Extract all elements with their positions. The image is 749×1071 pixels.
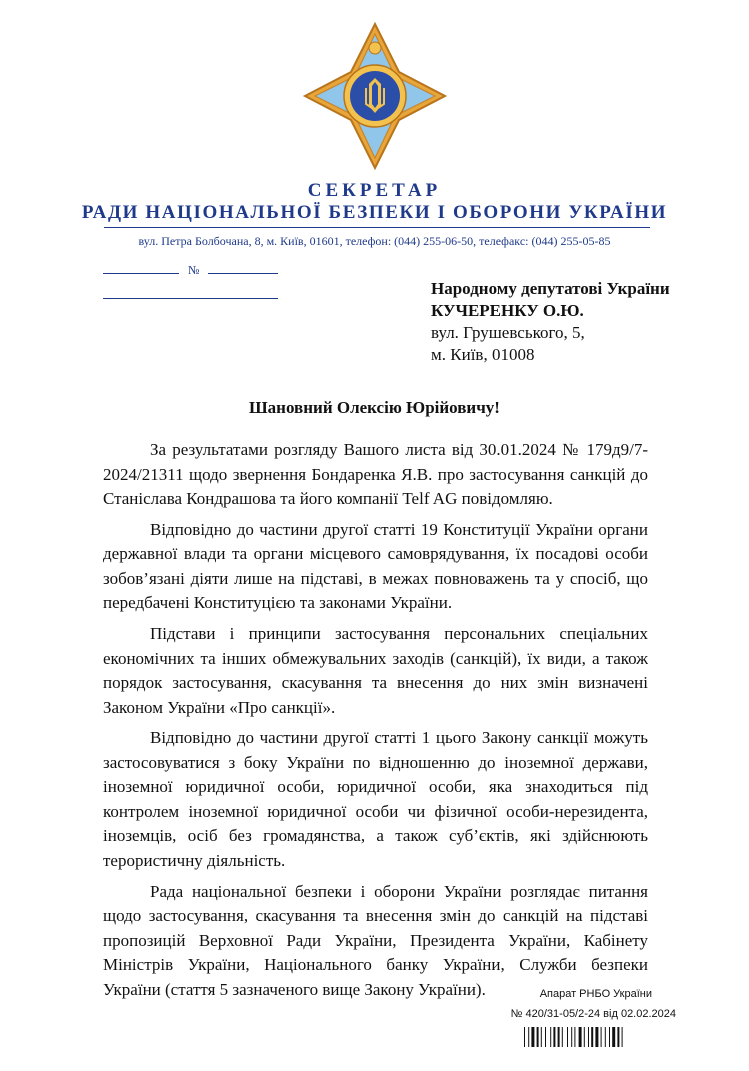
- rnbo-star-emblem-icon: [300, 20, 450, 172]
- recipient-title: Народному депутатові України: [431, 279, 670, 298]
- recipient-block: [431, 278, 670, 366]
- header-title-secretary: СЕКРЕТАР: [307, 180, 442, 201]
- paragraph: Відповідно до частини другої статті 19 Конституції України органи державної влади та органи місцевого самоврядування, їх посадові особи зобов’язані діяти лише на підставі, в межах повноважень та у спосіб, що передбачені Конституцією та законами України.: [103, 519, 648, 613]
- recipient-street: вул. Грушевського, 5,: [431, 323, 585, 342]
- barcode-icon: [524, 1027, 676, 1047]
- recipient-name: КУЧЕРЕНКУ О.Ю.: [431, 301, 584, 320]
- letter-body: [103, 438, 648, 1008]
- salutation: Шановний Олексію Юрійовичу!: [249, 398, 500, 417]
- header-address: вул. Петра Болбочана, 8, м. Київ, 01601, телефон: (044) 255-06-50, телефакс: (044) 255-05-85: [138, 234, 611, 248]
- paragraph: Відповідно до частини другої статті 1 цього Закону санкції можуть застосовуватися з боку України по відношенню до іноземної держави, іноземної юридичної особи, юридичної особи, яка знаходиться під контролем іноземної юридичної особи чи фізичної особи-нерезидента, іноземців, осіб без громадянства, а також суб’єктів, які здійснюють терористичну діяльність.: [103, 728, 648, 870]
- paragraph: Рада національної безпеки і оборони України розглядає питання щодо застосування, скасування та внесення змін до санкцій на підставі пропозицій Верховної Ради України, Президента України, Кабінету Міністрів України, Національного банку України, Служби безпеки України (стаття 5 зазначеного вище Закону України).: [103, 881, 648, 999]
- paragraph: За результатами розгляду Вашого листа від 30.01.2024 № 179д9/7-2024/21311 щодо звернення Бондаренка Я.В. про застосування санкцій до Станіслава Кондрашова та його компанії Telf AG повідомляю.: [103, 440, 648, 508]
- stamp-registration: № 420/31-05/2-24 від 02.02.2024: [510, 1008, 676, 1020]
- registration-field: [103, 263, 278, 278]
- stamp-office: Апарат РНБО України: [539, 988, 652, 1000]
- recipient-city: м. Київ, 01008: [431, 345, 535, 364]
- registration-number-line: [208, 263, 278, 274]
- header-title-council: РАДИ НАЦІОНАЛЬНОЇ БЕЗПЕКИ І ОБОРОНИ УКРАЇНИ: [81, 202, 668, 223]
- registration-date-line: [103, 263, 179, 274]
- number-sign: №: [188, 263, 200, 277]
- paragraph: Підстави і принципи застосування персональних спеціальних економічних та інших обмежувальних заходів (санкцій), їх види, а також порядок застосування, скасування та внесення до них змін визначені Законом України «Про санкції».: [103, 624, 648, 717]
- header-divider: [104, 227, 650, 228]
- reference-line: [103, 298, 278, 299]
